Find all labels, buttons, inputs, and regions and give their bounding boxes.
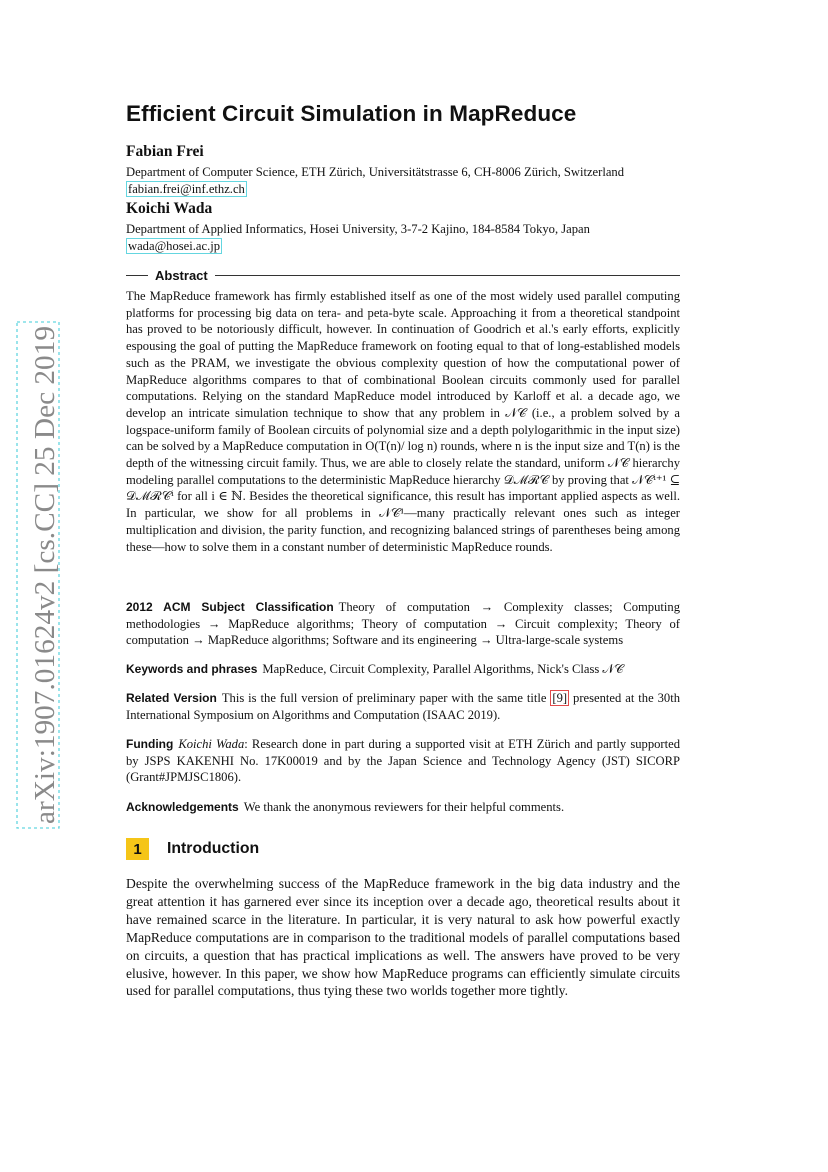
funding-label: Funding [126,737,174,751]
citation-link[interactable]: [9] [552,691,568,705]
funding-person: Koichi Wada [178,737,245,751]
author-block-2 [126,200,680,255]
keywords-text: MapReduce, Circuit Complexity, Parallel Algorithms, Nick's Class 𝒩𝒞 [262,662,624,676]
rule-left [126,275,148,276]
acm-text: Theory of computation → Complexity classes; Computing methodologies → MapReduce algorithms; Theory of computation → Circuit complexity; Theory of computation → MapReduce algorithms; Software and its engineering → Ultra-large-scale systems [126,600,680,648]
author-email-link[interactable]: wada@hosei.ac.jp [128,239,221,253]
arxiv-stamp[interactable] [12,320,66,830]
rule-right [215,275,680,276]
funding-text: : Research done in part during a supported visit at ETH Zürich and partly supported by JSPS KAKENHI No. 17K00019 and by the Japan Science and Technology Agency (JST) SICORP (Grant#JPMJSC1806). [126,737,680,785]
section-title: Introduction [167,840,260,857]
author-affiliation: Department of Computer Science, ETH Zürich, Universitätstrasse 6, CH-8006 Zürich, Switzerland [126,165,625,179]
related-version [126,690,680,723]
section-heading [126,838,680,860]
acm-label: 2012 ACM Subject Classification [126,600,334,614]
ack-text: We thank the anonymous reviewers for their helpful comments. [243,800,565,814]
abstract-heading: Abstract [155,267,208,283]
author-email-link[interactable]: fabian.frei@inf.ethz.ch [128,182,245,196]
keywords-label: Keywords and phrases [126,662,258,676]
acknowledgements [126,799,680,816]
keywords [126,661,680,678]
ack-label: Acknowledgements [126,800,239,814]
section-number: 1 [126,838,149,860]
related-text-before: This is the full version of preliminary paper with the same title [221,691,551,705]
acm-classification [126,599,680,649]
introduction-text: Despite the overwhelming success of the MapReduce framework in the big data industry and the great attention it has garnered ever since its inception over a decade ago, theoretical results about it have remained scarce in the literature. In particular, it is very natural to ask how powerful exactly MapReduce computations are in comparison to the traditional models of parallel computations based on circuits, a question that has practical implications as well. The answers have proved to be very elusive, however. In this paper, we show how MapReduce programs can efficiently simulate circuits used for parallel computations, thus tying these two worlds together more tightly. [126,876,680,999]
paper-title: Efficient Circuit Simulation in MapReduce [126,101,577,126]
arxiv-stamp-text: arXiv:1907.01624v2 [cs.CC] 25 Dec 2019 [30,348,61,824]
funding [126,736,680,786]
author-block-1 [126,143,680,198]
author-name: Koichi Wada [126,200,213,217]
abstract-heading-rule [126,266,680,284]
related-label: Related Version [126,691,217,705]
author-name: Fabian Frei [126,143,204,160]
abstract-text: The MapReduce framework has firmly established itself as one of the most widely used parallel computing platforms for processing big data on tera- and peta-byte scale. Approaching it from a theoretical standpoint has proved to be notoriously difficult, however. In continuation of Goodrich et al.'s early efforts, explicitly espousing the goal of putting the MapReduce framework on footing equal to that of long-established models such as the PRAM, we investigate the obvious complexity question of how the computational power of MapReduce algorithms compares to that of combinational Boolean circuits commonly used for parallel computations. Relying on the standard MapReduce model introduced by Karloff et al. a decade ago, we develop an intricate simulation technique to show that any problem in 𝒩𝒞 (i.e., a problem solved by a logspace-uniform family of Boolean circuits of polynomial size and a depth polylogarithmic in the input size) can be solved by a MapReduce computation in O(T(n)/ log n) rounds, where n is the input size and T(n) is the depth of the witnessing circuit family. Thus, we are able to closely relate the standard, uniform 𝒩𝒞 hierarchy modeling parallel computations to the deterministic MapReduce hierarchy 𝒟ℳℛ𝒞 by proving that 𝒩𝒞ⁱ⁺¹ ⊆ 𝒟ℳℛ𝒞ⁱ for all i ∈ ℕ. Besides the theoretical significance, this result has important applied aspects as well. In particular, we show for all problems in 𝒩𝒞¹—many practically relevant ones such as integer multiplication and division, the parity function, and recognizing balanced strings of parentheses being among these—how to solve them in a constant number of deterministic MapReduce rounds. [126,289,680,554]
related-text-after: presented at the 30th International Symposium on Algorithms and Computation (ISAAC 2019). [126,691,680,722]
author-affiliation: Department of Applied Informatics, Hosei University, 3-7-2 Kajino, 184-8584 Tokyo, Japan [126,222,590,236]
